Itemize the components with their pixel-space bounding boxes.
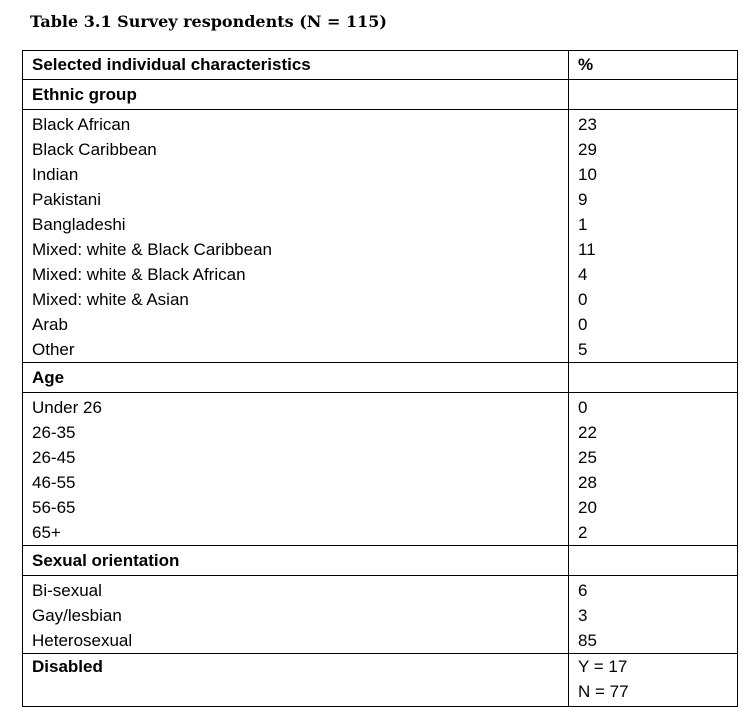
section-title: Age [23,363,569,393]
table-row [23,470,738,495]
row-label: Indian [23,162,569,187]
row-label: Pakistani [23,187,569,212]
survey-respondents-table [22,50,738,707]
row-value: 0 [569,312,738,337]
table-row [23,162,738,187]
table-row [23,312,738,337]
table-caption: Table 3.1 Survey respondents (N = 115) [30,12,387,31]
table-row [23,137,738,162]
row-value: 5 [569,337,738,363]
section-title: Ethnic group [23,80,569,110]
disabled-row [23,654,738,707]
table-row [23,262,738,287]
row-label: 46-55 [23,470,569,495]
row-value: 22 [569,420,738,445]
row-value: 6 [569,576,738,604]
row-label: Gay/lesbian [23,603,569,628]
table-row [23,287,738,312]
row-value: 20 [569,495,738,520]
table-row [23,337,738,363]
table-row [23,393,738,421]
section-header-row [23,546,738,576]
disabled-label: Disabled [23,654,569,707]
row-label: Bi-sexual [23,576,569,604]
header-characteristics: Selected individual characteristics [23,51,569,80]
row-label: Mixed: white & Black Caribbean [23,237,569,262]
row-label: 56-65 [23,495,569,520]
row-value: 29 [569,137,738,162]
header-percent: % [569,51,738,80]
row-value: 28 [569,470,738,495]
table-row [23,495,738,520]
section-header-row [23,80,738,110]
row-value: 4 [569,262,738,287]
row-label: Black Caribbean [23,137,569,162]
section-value-cell [569,80,738,110]
row-value: 9 [569,187,738,212]
disabled-value: Y = 17 [578,657,628,676]
table-row [23,445,738,470]
disabled-value: N = 77 [578,682,629,701]
row-value: 3 [569,603,738,628]
table-row [23,628,738,654]
row-label: Heterosexual [23,628,569,654]
row-label: 65+ [23,520,569,546]
row-value: 11 [569,237,738,262]
row-value: 85 [569,628,738,654]
row-label: Under 26 [23,393,569,421]
row-label: Other [23,337,569,363]
row-value: 23 [569,110,738,138]
row-value: 2 [569,520,738,546]
row-value: 0 [569,393,738,421]
table-body [23,51,738,707]
row-label: Black African [23,110,569,138]
table-row [23,212,738,237]
row-label: 26-45 [23,445,569,470]
row-label: Bangladeshi [23,212,569,237]
row-value: 0 [569,287,738,312]
table-row [23,237,738,262]
section-title: Sexual orientation [23,546,569,576]
section-value-cell [569,363,738,393]
table-row [23,420,738,445]
row-label: 26-35 [23,420,569,445]
row-value: 1 [569,212,738,237]
row-value: 10 [569,162,738,187]
table-row [23,576,738,604]
section-value-cell [569,546,738,576]
table-header-row [23,51,738,80]
table-row [23,187,738,212]
row-value: 25 [569,445,738,470]
row-label: Mixed: white & Asian [23,287,569,312]
row-label: Mixed: white & Black African [23,262,569,287]
table-row [23,603,738,628]
disabled-values [569,654,738,707]
row-label: Arab [23,312,569,337]
table-row [23,110,738,138]
table-row [23,520,738,546]
section-header-row [23,363,738,393]
